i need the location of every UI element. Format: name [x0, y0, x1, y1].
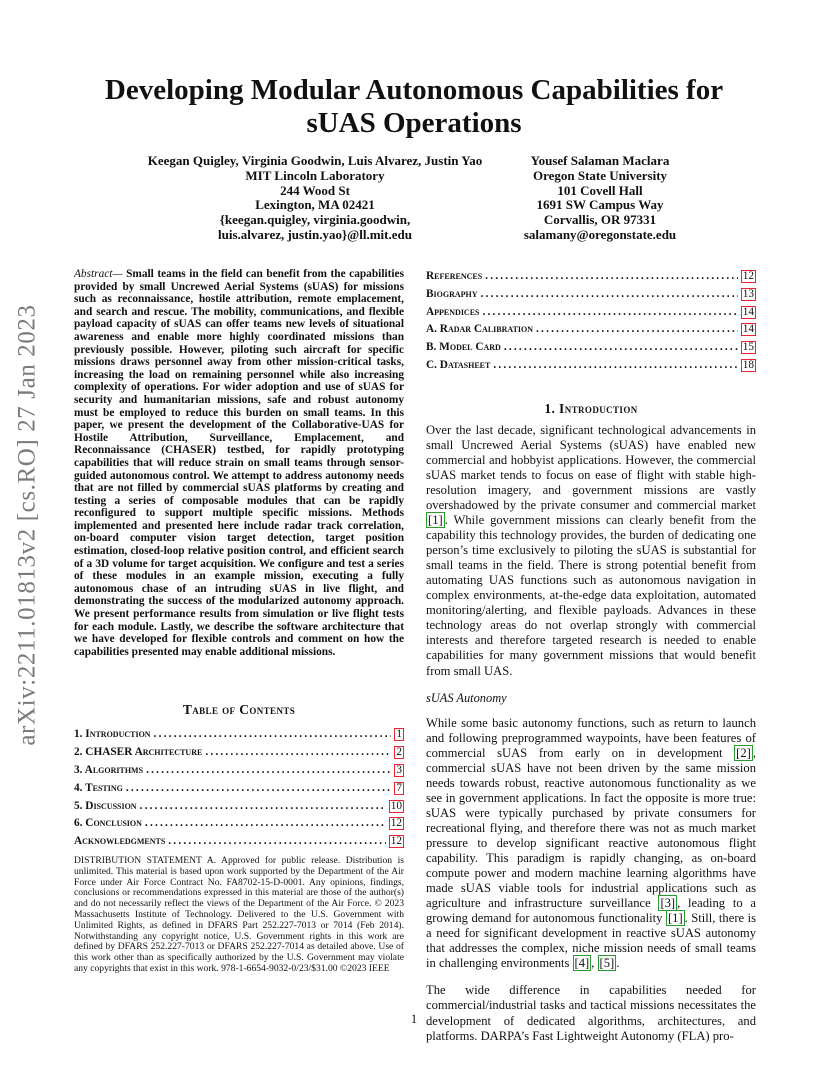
- abstract-lead: Abstract: [74, 268, 113, 280]
- toc-page-link[interactable]: 1: [396, 728, 402, 741]
- toc-leader: [145, 815, 386, 833]
- toc-label: B. Model Card: [426, 341, 501, 354]
- toc-leader: [481, 286, 738, 304]
- toc-label: 4. Testing: [74, 781, 123, 794]
- citation-link[interactable]: [5]: [599, 956, 615, 971]
- citation-link[interactable]: [1]: [667, 911, 683, 926]
- toc-label: 5. Discussion: [74, 799, 137, 812]
- toc-page-link[interactable]: 12: [742, 270, 754, 282]
- toc-page-link[interactable]: 18: [742, 358, 754, 371]
- text-run: While some basic autonomy functions, such as return to launch and following preprogrammed waypoints, have been features of commercial sUAS from early on in development: [426, 715, 756, 760]
- toc-leader: [536, 321, 738, 339]
- toc-page-link[interactable]: 13: [742, 287, 754, 300]
- toc-label: 2. CHASER Architecture: [74, 746, 203, 759]
- toc-page-link[interactable]: 7: [396, 781, 402, 794]
- text-run: . Still, there is a need for significant development in reactive sUAS autonomy that addresses the complex, niche mission needs of small teams in challenging environments: [426, 911, 757, 971]
- toc-page-link[interactable]: 10: [390, 799, 402, 812]
- author-affiliation: MIT Lincoln Laboratory: [245, 167, 385, 183]
- toc-label: 3. Algorithms: [74, 764, 144, 776]
- intro-paragraph-2: [426, 716, 756, 972]
- toc-entry[interactable]: [426, 268, 756, 286]
- subsection-heading: sUAS Autonomy: [426, 690, 507, 705]
- toc-label: Acknowledgments: [74, 835, 166, 848]
- author-email: salamany@oregonstate.edu: [523, 226, 677, 242]
- paper-title: Developing Modular Autonomous Capabilities for sUAS Operations: [104, 74, 724, 139]
- citation-link[interactable]: [4]: [574, 956, 590, 971]
- toc-leader: [140, 798, 386, 816]
- toc-entry[interactable]: [426, 304, 756, 322]
- author-street: 244 Wood St: [280, 182, 350, 198]
- author-names: Keegan Quigley, Virginia Goodwin, Luis Alvarez, Justin Yao: [147, 153, 483, 168]
- toc-entry[interactable]: [74, 798, 404, 816]
- author-email-line-1: {keegan.quigley, virginia.goodwin,: [219, 212, 411, 228]
- intro-paragraph-3: The wide difference in capabilities needed for commercial/industrial tasks and tactical missions necessitates the development of dedicated algorithms, architectures, and platforms. DARPA’s Fast Lightweight Autonomy (FLA) pro-: [426, 983, 756, 1043]
- distribution-statement: DISTRIBUTION STATEMENT A. Approved for public release. Distribution is unlimited. This material is based upon work supported by the Department of the Air Force under Air Force Contract No. FA8702-15-D-0001. Any opinions, findings, conclusions or recommendations expressed in this material are those of the author(s) and do not necessarily reflect the views of the Department of the Air Force. © 2023 Massachusetts Institute of Technology. Delivered to the U.S. Government with Unlimited Rights, as defined in DFARS Part 252.227-7013 or 7014 (Feb 2014). Notwithstanding any copyright notice, U.S. Government rights in this work are defined by DFARS 252.227-7013 or DFARS 252.227-7014 as detailed above. Use of this work other than as specifically authorized by the U.S. Government may violate any copyrights that exist in this work. 978-1-6654-9032-0/23/$31.00 ©2023 IEEE: [74, 855, 404, 974]
- toc-leader: [168, 833, 385, 851]
- author-email-line-2: luis.alvarez, justin.yao}@ll.mit.edu: [218, 226, 412, 242]
- text-run: ,: [591, 956, 598, 971]
- toc-page-link[interactable]: 14: [742, 323, 754, 336]
- text-run: . While government missions can clearly benefit from the capability this technology provides, the burden of dedicating one person’s time exclusively to piloting the sUAS is substantial for small teams in the field. There is strong potential benefit from automating UAS functions such as autonomous navigation in complex environments, at-the-edge data exploitation, automated monitoring/alerting, and flexible payloads. Advances in these technology areas do not overlap strongly with commercial interests and therefore targeted research is needed to enable capabilities for many government missions that would benefit from small UAS.: [426, 513, 756, 678]
- toc-page-link[interactable]: 15: [742, 341, 754, 354]
- toc-leader: [483, 304, 738, 322]
- abstract-dash: —: [112, 268, 127, 280]
- abstract-text: Small teams in the field can benefit from the capabilities provided by small Uncrewed Aerial Systems (sUAS) for missions such as reconnaissance, hostile attribution, remote emplacement, and search and rescue. The mobility, communications, and flexible payload capacity of sUAS can offer teams new levels of situational awareness and enable more highly coordinated missions than previously possible. However, piloting such aircraft for specific missions draws personnel away from other mission-critical tasks, increasing the load on remaining personnel while also increasing complexity of operations. For wider adoption and use of sUAS for security and humanitarian missions, safe and robust autonomy must be employed to reduce this burden on small teams. In this paper, we present the development of the Collaborative-UAS for Hostile Attribution, Surveillance, Emplacement, and Reconnaissance (CHASER) testbed, for rapidly prototyping capabilities that will reduce strain on small teams through sensor-guided autonomous control. We attempt to address autonomy needs that are not filled by commercial sUAS platforms by creating and testing a series of composable modules that can be rapidly reconfigured to support multiple specific missions. Methods implemented and presented here include radar track correlation, on-board computer vision target detection, target position estimation, closed-loop relative position control, and efficient search of a 3D volume for target acquisition. We configure and test a series of these modules in an example mission, executing a fully autonomous chase of an intruding sUAS in live flight, and demonstrating the success of the modularized autonomy approach. We present performance results from simulation or live flight tests for each module. Lastly, we describe the software architecture that we have developed for flexible controls and comment on how the capabilities presented may enable additional missions.: [74, 268, 404, 658]
- author-names: Yousef Salaman Maclara: [530, 153, 670, 168]
- intro-paragraph-1: [426, 423, 756, 679]
- text-run: , leading to a growing demand for autonomous functionality: [426, 896, 756, 926]
- toc-entry[interactable]: [74, 744, 404, 762]
- toc-heading: Table of Contents: [182, 702, 296, 718]
- toc-entry[interactable]: [74, 833, 404, 851]
- arxiv-id-text: arXiv:2211.01813v2 [cs.RO] 27 Jan 2023: [14, 304, 41, 746]
- toc-label: A. Radar Calibration: [426, 323, 534, 336]
- toc-leader: [146, 762, 391, 780]
- toc-page-link[interactable]: 12: [390, 835, 402, 848]
- toc-entry[interactable]: [426, 321, 756, 339]
- toc-leader: [485, 268, 738, 286]
- toc-entry[interactable]: [74, 815, 404, 833]
- author-street-2: 1691 SW Campus Way: [536, 197, 664, 213]
- citation-link[interactable]: [1]: [428, 513, 443, 528]
- toc-entry[interactable]: [426, 339, 756, 357]
- intro-body: [426, 423, 756, 1044]
- toc-leader: [126, 780, 391, 798]
- toc-label: 1. Introduction: [74, 728, 151, 741]
- toc-leader: [205, 744, 391, 762]
- abstract: [74, 268, 404, 658]
- toc-page-link[interactable]: 3: [396, 764, 402, 776]
- toc-list-left: [74, 726, 404, 851]
- text-run: , commercial sUAS have not been driven by the same mission needs towards robust, reactive autonomous functionality as we see in government applications. In fact the opposite is more true: sUAS were typically purchased by private consumers for recreational flying, and therefore there was not as much market pressure to develop significant reactive autonomous flight capability. This paradigm is rapidly changing, as on-board compute power and modern machine learning algorithms have made sUAS viable tools for industrial applications such as agriculture and infrastructure surveillance: [426, 745, 756, 911]
- author-block-osu: [500, 154, 700, 243]
- citation-link[interactable]: [2]: [736, 745, 751, 760]
- toc-leader: [154, 726, 392, 744]
- toc-leader: [504, 339, 738, 357]
- toc-page-link[interactable]: 14: [742, 305, 754, 318]
- author-street: 101 Covell Hall: [557, 182, 643, 198]
- toc-entry[interactable]: [426, 357, 756, 375]
- toc-page-link[interactable]: 2: [396, 746, 402, 759]
- toc-entry[interactable]: [426, 286, 756, 304]
- author-block-mit: [130, 154, 500, 243]
- toc-label: References: [426, 270, 483, 282]
- toc-label: C. Datasheet: [426, 358, 491, 371]
- toc-label: Appendices: [426, 305, 480, 318]
- toc-label: Biography: [426, 287, 478, 300]
- toc-page-link[interactable]: 12: [390, 817, 402, 830]
- left-column: [74, 268, 404, 851]
- arxiv-identifier-stamp: [6, 290, 50, 760]
- toc-entry[interactable]: [74, 726, 404, 744]
- author-city: Lexington, MA 02421: [255, 197, 375, 213]
- toc-leader: [493, 357, 737, 375]
- citation-link[interactable]: [3]: [660, 896, 676, 911]
- toc-list-right: [426, 268, 756, 375]
- text-run: Over the last decade, significant technological advancements in small Uncrewed Aerial Systems (sUAS) have enabled new commercial and hobbyist applications. However, the commercial sUAS market tends to focus on ease of flight with stable high-resolution imagery, and government missions are vastly overshadowed by the private consumer and commercial market: [426, 422, 756, 513]
- intro-heading: 1. Introduction: [544, 400, 638, 416]
- toc-entry[interactable]: [74, 780, 404, 798]
- author-city: Corvallis, OR 97331: [543, 212, 657, 228]
- author-affiliation: Oregon State University: [532, 167, 668, 183]
- right-column: [426, 268, 756, 1044]
- page-number: 1: [410, 1012, 418, 1026]
- text-run: .: [616, 956, 620, 971]
- toc-entry[interactable]: [74, 762, 404, 780]
- toc-label: 6. Conclusion: [74, 817, 142, 830]
